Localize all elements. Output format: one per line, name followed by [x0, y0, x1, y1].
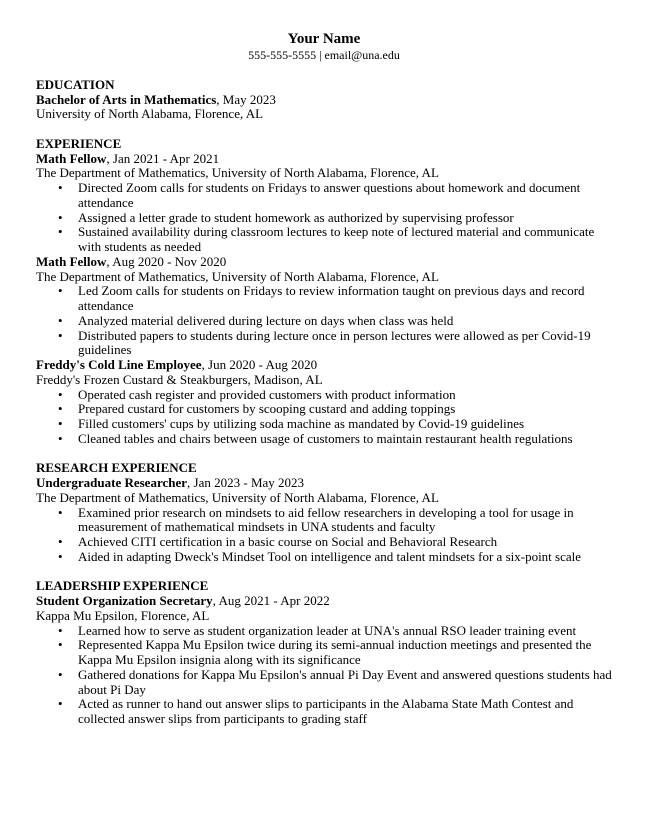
entry-dates: , Aug 2021 - Apr 2022 [212, 593, 330, 608]
bullet-list [36, 284, 612, 358]
entry-org: The Department of Mathematics, University of North Alabama, Florence, AL [36, 489, 439, 505]
bullet-item: • Filled customers' cups by utilizing soda machine as mandated by Covid-19 guidelines [36, 417, 612, 432]
entry-org: University of North Alabama, Florence, AL [36, 106, 264, 122]
section-title: LEADERSHIP EXPERIENCE [36, 578, 209, 594]
entry-role-line [36, 358, 612, 373]
bullet-list [36, 624, 612, 727]
entry [36, 476, 612, 565]
entry-role-line [36, 255, 612, 270]
bullet-item: • Sustained availability during classroom lectures to keep note of lectured material and communicate with students as needed [36, 225, 612, 255]
entry-dates: , Jun 2020 - Aug 2020 [201, 357, 318, 372]
entry-role: Math Fellow [36, 253, 107, 269]
bullet-item: • Analyzed material delivered during lecture on days when class was held [36, 314, 612, 329]
entry [36, 255, 612, 358]
entry-role: Freddy's Cold Line Employee [36, 357, 202, 372]
entry-dates: , Jan 2021 - Apr 2021 [106, 150, 220, 166]
section-experience [36, 137, 612, 447]
bullet-item: • Acted as runner to hand out answer slips to participants in the Alabama State Math Contest and collected answer slips from participants to grading staff [36, 697, 612, 727]
bullet-item: • Achieved CITI certification in a basic course on Social and Behavioral Research [36, 535, 612, 550]
bullet-item: • Assigned a letter grade to student homework as authorized by supervising professor [36, 211, 612, 226]
bullet-item: • Examined prior research on mindsets to aid fellow researchers in developing a tool for usage in measurement of mathematical mindsets in UNA students and faculty [36, 506, 612, 536]
section-leadership-experience [36, 579, 612, 727]
entry-org: Freddy's Frozen Custard & Steakburgers, Madison, AL [36, 371, 323, 387]
entry-org: The Department of Mathematics, University of North Alabama, Florence, AL [36, 268, 439, 284]
section-title: EDUCATION [36, 76, 115, 92]
bullet-item: • Operated cash register and provided customers with product information [36, 388, 612, 403]
entry [36, 152, 612, 255]
bullet-item: • Distributed papers to students during lecture once in person lectures were allowed as per Covid-19 guidelines [36, 329, 612, 359]
entry [36, 93, 612, 123]
entry-dates: , May 2023 [216, 91, 276, 107]
section-title: EXPERIENCE [36, 135, 122, 151]
bullet-list [36, 388, 612, 447]
entry [36, 594, 612, 727]
entry-role: Undergraduate Researcher [36, 475, 188, 490]
bullet-item: • Learned how to serve as student organization leader at UNA's annual RSO leader training event [36, 624, 612, 639]
page-title: Your Name [287, 31, 361, 47]
bullet-item: • Cleaned tables and chairs between usage of customers to maintain restaurant health regulations [36, 432, 612, 447]
entry-role: Math Fellow [36, 150, 107, 166]
entry-role-line [36, 152, 612, 167]
entry-role-line [36, 476, 612, 491]
entry-dates: , Aug 2020 - Nov 2020 [106, 253, 227, 269]
bullet-item: • Directed Zoom calls for students on Fridays to answer questions about homework and document attendance [36, 181, 612, 211]
bullet-list [36, 181, 612, 255]
entry-role-line [36, 93, 612, 108]
bullet-item: • Gathered donations for Kappa Mu Epsilon's annual Pi Day Event and answered questions students had about Pi Day [36, 668, 612, 698]
entry-role: Student Organization Secretary [36, 593, 213, 608]
entry-org: The Department of Mathematics, University of North Alabama, Florence, AL [36, 165, 439, 181]
entry-dates: , Jan 2023 - May 2023 [187, 475, 305, 490]
entry [36, 358, 612, 447]
section-research-experience [36, 461, 612, 564]
bullet-item: • Led Zoom calls for students on Fridays to review information taught on previous days and record attendance [36, 284, 612, 314]
bullet-item: • Aided in adapting Dweck's Mindset Tool on intelligence and talent mindsets for a six-point scale [36, 550, 612, 565]
bullet-item: • Prepared custard for customers by scooping custard and adding toppings [36, 402, 612, 417]
bullet-list [36, 506, 612, 565]
entry-org: Kappa Mu Epsilon, Florence, AL [36, 607, 210, 623]
resume-header [36, 31, 612, 63]
entry-role: Bachelor of Arts in Mathematics [36, 91, 217, 107]
bullet-item: • Represented Kappa Mu Epsilon twice during its semi-annual induction meetings and presented the Kappa Mu Epsilon insignia along with its significance [36, 638, 612, 668]
entry-role-line [36, 594, 612, 609]
section-title: RESEARCH EXPERIENCE [36, 460, 197, 476]
section-education [36, 78, 612, 122]
contact-line: 555-555-5555 | email@una.edu [248, 48, 400, 62]
